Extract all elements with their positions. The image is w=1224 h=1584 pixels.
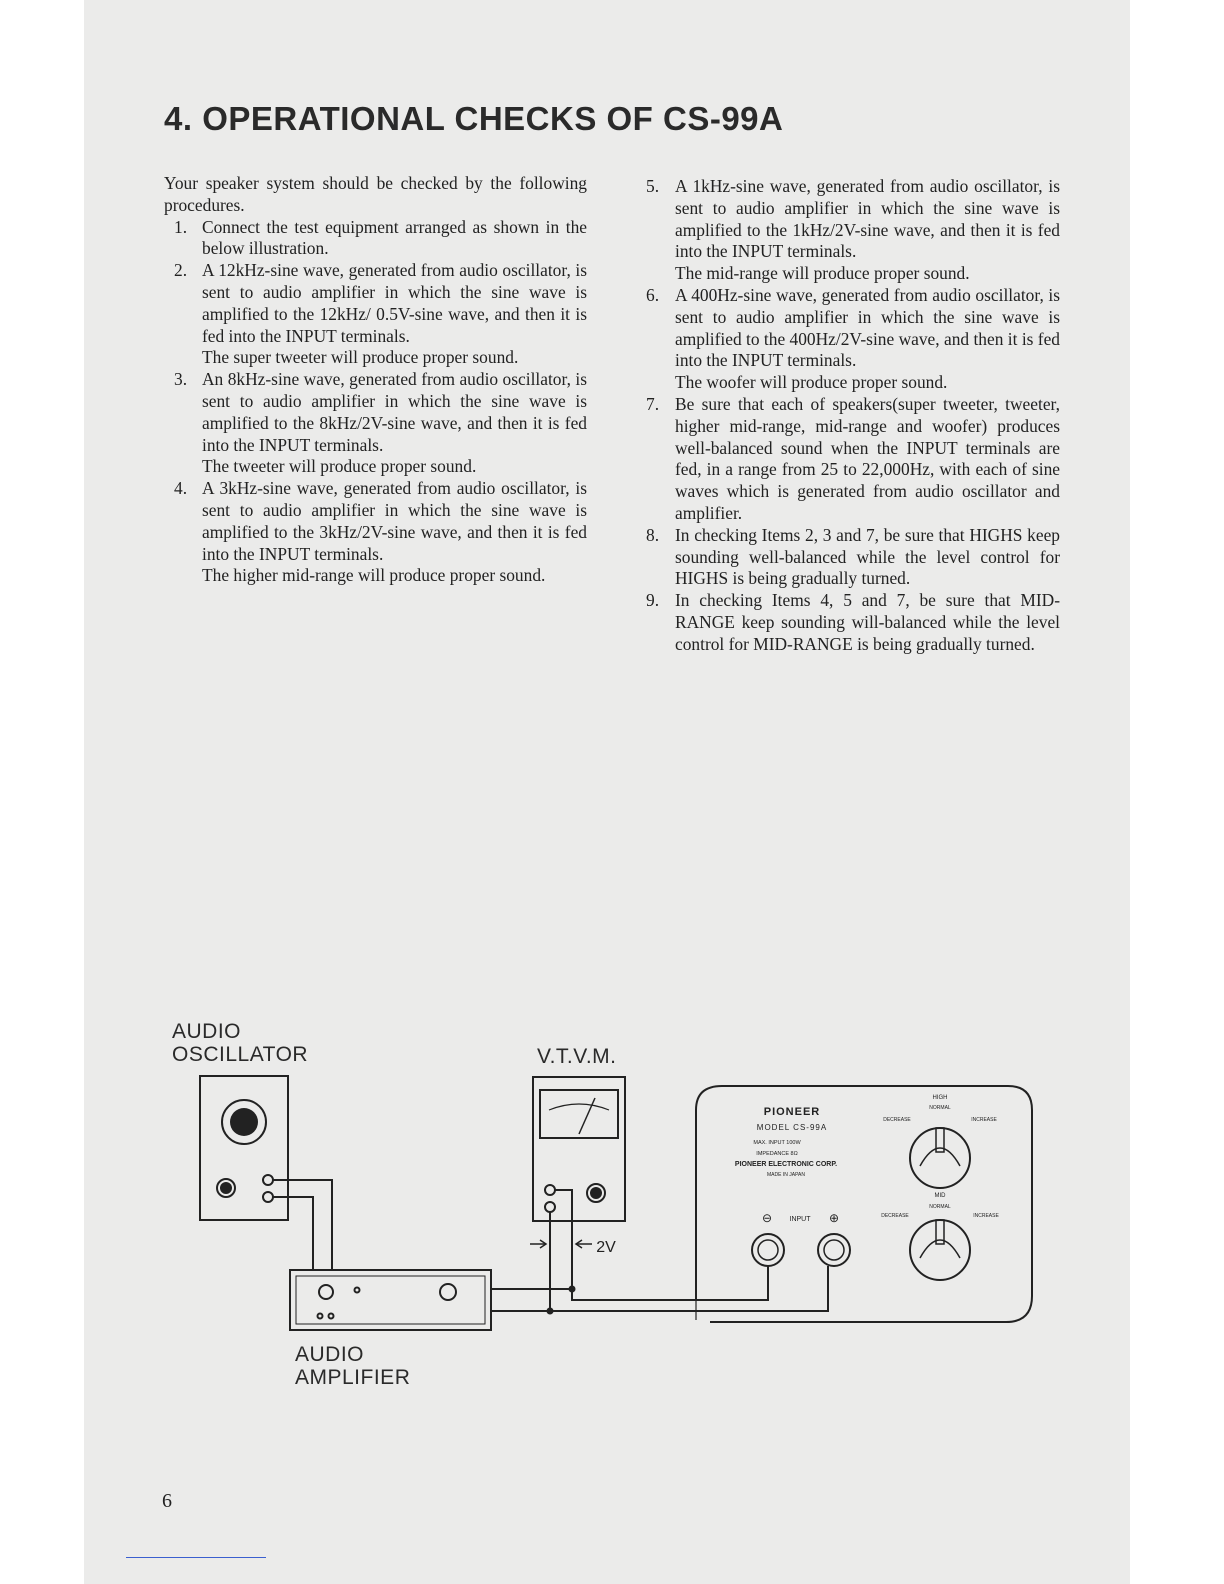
vtvm-terminal <box>545 1185 555 1195</box>
oscillator-dial <box>230 1108 258 1136</box>
item-number: 9. <box>646 590 660 611</box>
item-number: 4. <box>174 478 188 499</box>
item-note: The higher mid-range will produce proper sound. <box>202 565 546 586</box>
item-text: A 400Hz-sine wave, generated from audio oscillator, is sent to audio amplifier in which the sine wave is amplified to the 400Hz/2V-sine wave, and then it is fed into the INPUT terminals. <box>675 284 1060 371</box>
amplifier-jack <box>318 1314 323 1319</box>
item-text: A 3kHz-sine wave, generated from audio oscillator, is sent to audio amplifier in which the sine wave is amplified to the 3kHz/2V-sine wave, and then it is fed into the INPUT terminals. <box>202 478 587 564</box>
item-text: Connect the test equipment arranged as shown in the below illustration. <box>202 216 587 259</box>
speaker-max-input: MAX. INPUT 100W <box>753 1140 801 1146</box>
speaker-brand: PIONEER <box>763 1106 821 1118</box>
item-number: 6. <box>646 284 660 305</box>
vtvm-meter-window <box>540 1090 618 1138</box>
minus-symbol: ⊖ <box>761 1211 773 1225</box>
amplifier-label-line1: AUDIO <box>295 1343 365 1366</box>
input-terminal-positive-inner <box>824 1240 844 1260</box>
vtvm-box <box>533 1077 625 1221</box>
oscillator-terminal <box>263 1175 273 1185</box>
item-number: 1. <box>174 216 188 237</box>
item-number: 2. <box>174 260 188 281</box>
amplifier-box <box>290 1270 491 1330</box>
item-number: 8. <box>646 524 660 545</box>
mid-level-knob <box>910 1220 970 1280</box>
vtvm-scale <box>549 1104 609 1110</box>
high-normal-label: NORMAL <box>929 1105 951 1111</box>
mid-knob-grip <box>920 1240 960 1258</box>
wire <box>273 1197 313 1270</box>
item-note: The woofer will produce proper sound. <box>675 372 948 393</box>
wire-positive <box>491 1266 768 1300</box>
high-level-knob <box>910 1128 970 1188</box>
item-text: In checking Items 2, 3 and 7, be sure that HIGHS keep sounding well-balanced while the level control for HIGHS is being gradually turned. <box>675 524 1060 589</box>
item-number: 3. <box>174 369 188 390</box>
high-label: HIGH <box>932 1095 948 1101</box>
item-number: 7. <box>646 393 660 414</box>
speaker-maker: PIONEER ELECTRONIC CORP. <box>734 1161 838 1168</box>
item-note: The super tweeter will produce proper sound. <box>202 347 519 368</box>
vtvm-terminal <box>545 1202 555 1212</box>
mid-normal-label: NORMAL <box>929 1204 951 1210</box>
high-knob-grip <box>920 1148 960 1166</box>
item-text: In checking Items 4, 5 and 7, be sure that MID-RANGE keep sounding will-balanced while the level control for MID-RANGE is being gradually turned. <box>675 590 1060 654</box>
voltage-label: 2V <box>596 1239 616 1256</box>
plus-symbol: ⊕ <box>828 1211 840 1225</box>
high-decrease-label: DECREASE <box>883 1117 911 1123</box>
vtvm-lead <box>555 1190 572 1289</box>
oscillator-label-line1: AUDIO <box>172 1020 242 1043</box>
amplifier-knob <box>319 1285 333 1299</box>
oscillator-terminal <box>263 1192 273 1202</box>
page-title: 4. OPERATIONAL CHECKS OF CS-99A <box>164 100 784 137</box>
oscillator-knob <box>220 1182 232 1194</box>
item-text: An 8kHz-sine wave, generated from audio oscillator, is sent to audio amplifier in which the sine wave is amplified to the 8kHz/2V-sine wave, and then it is fed into the INPUT terminals. <box>202 369 587 455</box>
amplifier-knob <box>440 1284 456 1300</box>
input-terminal-positive <box>818 1234 850 1266</box>
item-note: The mid-range will produce proper sound. <box>675 263 970 284</box>
wire <box>273 1180 332 1270</box>
vtvm-knob <box>590 1187 602 1199</box>
item-text: Be sure that each of speakers(super tweeter, tweeter, higher mid-range, mid-range and woofer) produces well-balanced sound when the INPUT terminals are fed, in a range from 25 to 22,000Hz, with each of sine waves which is generated from audio oscillator and amplifier. <box>675 393 1060 523</box>
intro-paragraph: Your speaker system should be checked by the following procedures. <box>164 173 587 215</box>
oscillator-box <box>200 1076 288 1220</box>
wire-junction <box>569 1286 576 1293</box>
item-text: A 12kHz-sine wave, generated from audio oscillator, is sent to audio amplifier in which the sine wave is amplified to the 12kHz/ 0.5V-sine wave, and then it is fed into the INPUT terminals. <box>202 260 587 346</box>
amplifier-panel <box>296 1276 485 1324</box>
input-label: INPUT <box>789 1216 811 1223</box>
oscillator-label-line2: OSCILLATOR <box>172 1043 309 1066</box>
amplifier-led <box>355 1288 360 1293</box>
speaker-origin: MADE IN JAPAN <box>767 1172 805 1178</box>
mid-label: MID <box>934 1193 946 1199</box>
mid-increase-label: INCREASE <box>973 1213 999 1219</box>
high-increase-label: INCREASE <box>971 1117 997 1123</box>
speaker-impedance: IMPEDANCE 8Ω <box>756 1151 798 1157</box>
input-terminal-negative <box>752 1234 784 1266</box>
page-number: 6 <box>162 1490 172 1512</box>
amplifier-jack <box>329 1314 334 1319</box>
speaker-model: MODEL CS-99A <box>756 1123 828 1132</box>
item-text: A 1kHz-sine wave, generated from audio oscillator, is sent to audio amplifier in which the sine wave is amplified to the 1kHz/2V-sine wave, and then it is fed into the INPUT terminals. <box>675 176 1060 262</box>
vtvm-label: V.T.V.M. <box>537 1045 617 1068</box>
item-note: The tweeter will produce proper sound. <box>202 456 477 477</box>
wire-junction <box>547 1308 554 1315</box>
item-number: 5. <box>646 176 660 196</box>
mid-decrease-label: DECREASE <box>881 1213 909 1219</box>
input-terminal-negative-inner <box>758 1240 778 1260</box>
vtvm-needle <box>579 1098 595 1134</box>
amplifier-label-line2: AMPLIFIER <box>295 1366 411 1389</box>
link-underline <box>126 1557 266 1558</box>
